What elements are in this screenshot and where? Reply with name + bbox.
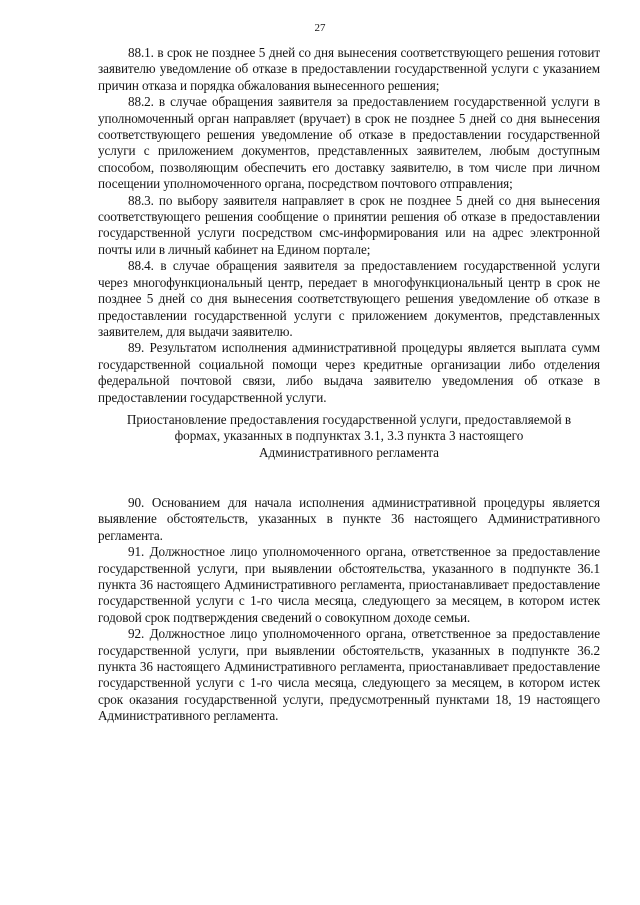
paragraph-91: 91. Должностное лицо уполномоченного органа, ответственное за предоставление государственной услуги, при выявлении обстоятельства, указанного в подпункте 36.1 пункта 36 настоящего Административного регламента, приостанавливает предоставление государственной услуги с 1-го числа месяца, следующего за месяцем, в котором истек годовой срок подтверждения сведений о совокупном доходе семьи. bbox=[98, 544, 600, 625]
page-number: 27 bbox=[314, 22, 326, 34]
section-heading-line: Административного регламента bbox=[259, 444, 439, 460]
paragraph-88-3: 88.3. по выбору заявителя направляет в срок не позднее 5 дней со дня вынесения соответствующего решения сообщение о принятии решения об отказе в предоставлении государственной услуги посредством смс-информирования или на адрес электронной почты или в личный кабинет на Едином портале; bbox=[98, 192, 600, 257]
paragraphs-top bbox=[98, 45, 600, 406]
paragraph-89: 89. Результатом исполнения административной процедуры является выплата сумм государственной социальной помощи через кредитные организации либо отделения федеральной почтовой связи, либо выдача заявителю уведомления об отказе в предоставлении государственной услуги. bbox=[98, 340, 600, 405]
section-heading-line: Приостановление предоставления государственной услуги, предоставляемой в bbox=[126, 412, 572, 427]
paragraphs-bottom bbox=[98, 495, 600, 725]
section-heading bbox=[98, 412, 600, 461]
paragraph-88-2: 88.2. в случае обращения заявителя за предоставлением государственной услуги в уполномоченный орган направляет (вручает) в срок не позднее 5 дней со дня вынесения соответствующего решения уведомление об отказе в предоставлении государственной услуги с приложением документов, представленных заявителем, любым доступным способом, позволяющим обеспечить его доставку заявителю, в том числе при личном посещении уполномоченного органа, посредством почтового отправления; bbox=[98, 94, 600, 192]
paragraph-92: 92. Должностное лицо уполномоченного органа, ответственное за предоставление государственной услуги, при выявлении обстоятельств, указанных в подпункте 36.2 пункта 36 настоящего Административного регламента, приостанавливает предоставление государственной услуги с 1-го числа месяца, следующего за месяцем, в котором истек срок оказания государственной услуги, предусмотренный пунктами 18, 19 настоящего Административного регламента. bbox=[98, 626, 600, 724]
paragraph-88-4: 88.4. в случае обращения заявителя за предоставлением государственной услуги через многофункциональный центр, передает в многофункциональный центр в срок не позднее 5 дней со дня вынесения соответствующего решения уведомление об отказе в предоставлении государственной услуги с приложением документов, представленных заявителем, для выдачи заявителю. bbox=[98, 258, 600, 339]
paragraph-88-1: 88.1. в срок не позднее 5 дней со дня вынесения соответствующего решения готовит заявителю уведомление об отказе в предоставлении государственной услуги с указанием причин отказа и порядка обжалования вынесенного решения; bbox=[98, 45, 600, 93]
section-heading-line: формах, указанных в подпунктах 3.1, 3.3 пункта 3 настоящего bbox=[174, 428, 524, 444]
paragraph-90: 90. Основанием для начала исполнения административной процедуры является выявление обстоятельств, указанных в пункте 36 настоящего Административного регламента. bbox=[98, 495, 600, 543]
